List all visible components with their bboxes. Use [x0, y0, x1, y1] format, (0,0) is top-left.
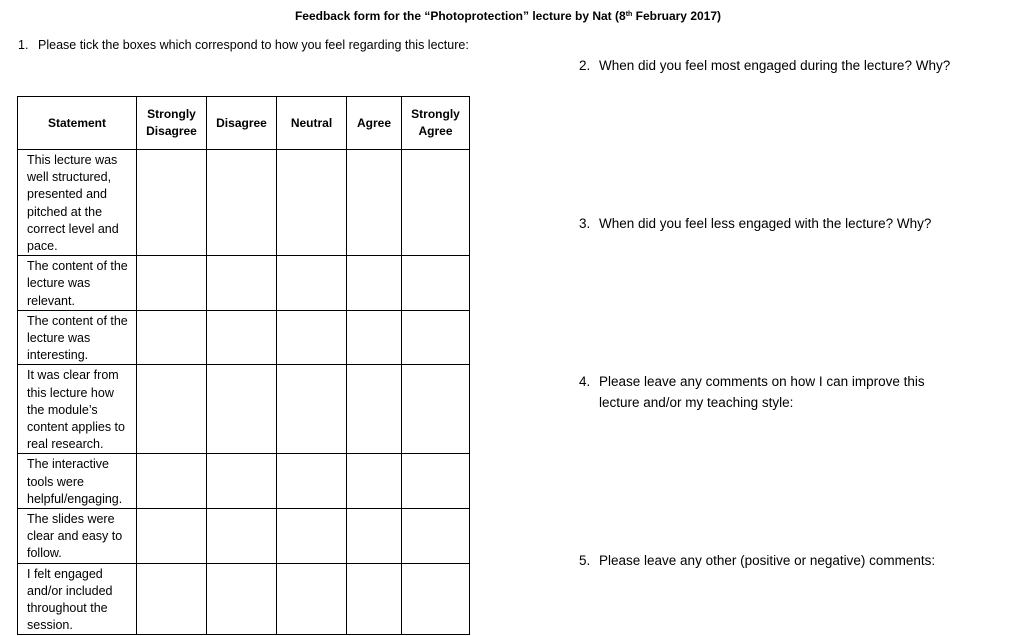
table-row [18, 563, 470, 635]
strongly-disagree-checkbox[interactable] [137, 256, 207, 311]
statement-cell: The content of the lecture was relevant. [18, 256, 137, 311]
disagree-checkbox[interactable] [207, 365, 277, 454]
agree-checkbox[interactable] [347, 310, 402, 365]
statement-cell: I felt engaged and/or included throughout the session. [18, 563, 137, 635]
statement-cell: This lecture was well structured, presented and pitched at the correct level and pace. [18, 150, 137, 256]
question-4-number: 4. [579, 374, 591, 389]
question-3-text: When did you feel less engaged with the lecture? Why? [599, 216, 932, 231]
strongly-disagree-checkbox[interactable] [137, 563, 207, 635]
title-text-start: Feedback form for the “Photoprotection” lecture by Nat (8 [294, 9, 626, 23]
table-header-row [18, 97, 470, 150]
neutral-checkbox[interactable] [277, 563, 347, 635]
strongly-agree-checkbox[interactable] [402, 454, 470, 509]
table-row [18, 150, 470, 256]
disagree-checkbox[interactable] [207, 509, 277, 564]
strongly-agree-checkbox[interactable] [402, 256, 470, 311]
header-strongly-agree: Strongly Agree [402, 97, 470, 150]
disagree-checkbox[interactable] [207, 256, 277, 311]
question-4 [579, 371, 925, 413]
table-row [18, 256, 470, 311]
statement-cell: The content of the lecture was interesting. [18, 310, 137, 365]
title-text-end: February 2017) [632, 9, 722, 23]
agree-checkbox[interactable] [347, 454, 402, 509]
agree-checkbox[interactable] [347, 150, 402, 256]
question-4-text: Please leave any comments on how I can improve this [599, 374, 925, 389]
statement-cell: The slides were clear and easy to follow. [18, 509, 137, 564]
agree-checkbox[interactable] [347, 563, 402, 635]
neutral-checkbox[interactable] [277, 454, 347, 509]
question-1-text: Please tick the boxes which correspond to how you feel regarding this lecture: [38, 38, 469, 52]
strongly-agree-checkbox[interactable] [402, 150, 470, 256]
strongly-agree-checkbox[interactable] [402, 509, 470, 564]
strongly-disagree-checkbox[interactable] [137, 150, 207, 256]
question-4-text-continued: lecture and/or my teaching style: [599, 395, 794, 410]
neutral-checkbox[interactable] [277, 365, 347, 454]
title-superscript: th [625, 11, 633, 18]
question-2 [579, 55, 950, 76]
header-strongly-disagree: Strongly Disagree [137, 97, 207, 150]
header-neutral: Neutral [277, 97, 347, 150]
agree-checkbox[interactable] [347, 365, 402, 454]
form-title [0, 9, 1016, 23]
header-statement: Statement [18, 97, 137, 150]
neutral-checkbox[interactable] [277, 256, 347, 311]
disagree-checkbox[interactable] [207, 563, 277, 635]
strongly-disagree-checkbox[interactable] [137, 509, 207, 564]
neutral-checkbox[interactable] [277, 310, 347, 365]
agree-checkbox[interactable] [347, 256, 402, 311]
table-row [18, 454, 470, 509]
strongly-agree-checkbox[interactable] [402, 365, 470, 454]
strongly-agree-checkbox[interactable] [402, 310, 470, 365]
table-row [18, 310, 470, 365]
agree-checkbox[interactable] [347, 509, 402, 564]
disagree-checkbox[interactable] [207, 150, 277, 256]
header-agree: Agree [347, 97, 402, 150]
strongly-disagree-checkbox[interactable] [137, 365, 207, 454]
question-3 [579, 213, 931, 234]
question-2-text: When did you feel most engaged during the lecture? Why? [599, 58, 951, 73]
disagree-checkbox[interactable] [207, 454, 277, 509]
question-3-number: 3. [579, 216, 591, 231]
strongly-agree-checkbox[interactable] [402, 563, 470, 635]
statement-cell: The interactive tools were helpful/engaging. [18, 454, 137, 509]
header-disagree: Disagree [207, 97, 277, 150]
question-5-number: 5. [579, 553, 591, 568]
table-row [18, 365, 470, 454]
strongly-disagree-checkbox[interactable] [137, 310, 207, 365]
question-1 [18, 38, 469, 52]
question-5-text: Please leave any other (positive or negative) comments: [599, 553, 936, 568]
table-row [18, 509, 470, 564]
statement-cell: It was clear from this lecture how the module’s content applies to real research. [18, 365, 137, 454]
disagree-checkbox[interactable] [207, 310, 277, 365]
neutral-checkbox[interactable] [277, 150, 347, 256]
question-1-number: 1. [18, 38, 29, 52]
neutral-checkbox[interactable] [277, 509, 347, 564]
question-2-number: 2. [579, 58, 591, 73]
strongly-disagree-checkbox[interactable] [137, 454, 207, 509]
question-5 [579, 550, 935, 571]
feedback-table [17, 96, 470, 635]
